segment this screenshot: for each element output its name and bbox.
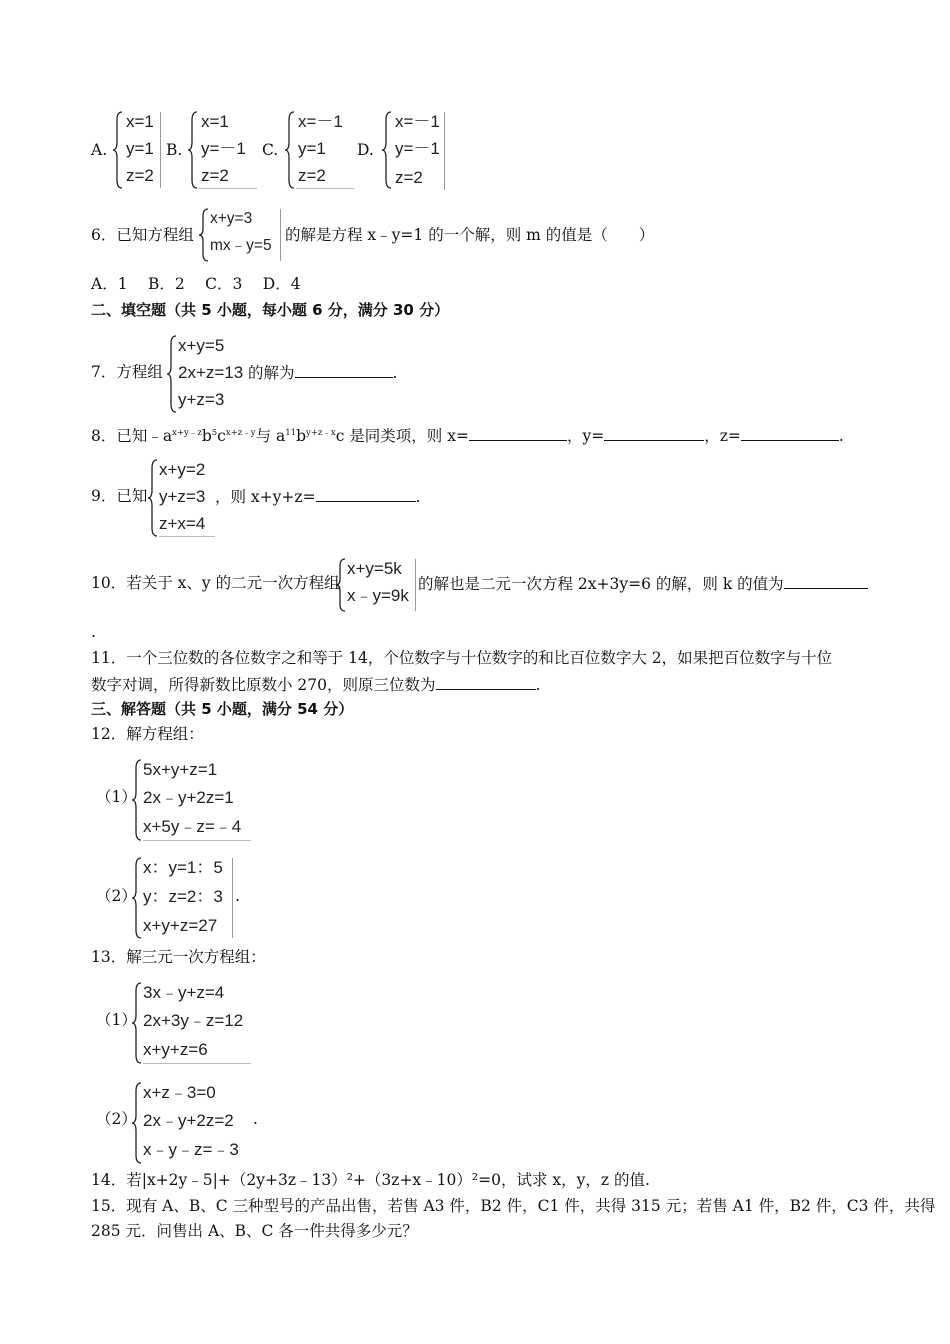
q5-option-a-label: A. — [91, 141, 108, 159]
system-row: x=－1 — [298, 112, 343, 131]
answer-blank[interactable] — [436, 674, 536, 690]
section-3-title: 三、解答题（共 5 小题，满分 54 分） — [91, 700, 354, 718]
q5-option-d-system — [381, 110, 451, 192]
q8-exp2: 5 — [211, 428, 218, 438]
system-row: 3x﹣y+z=4 — [143, 983, 225, 1002]
q9-end: . — [415, 488, 421, 506]
system-row: 5x+y+z=1 — [143, 760, 218, 779]
q8-exp3: x+z﹣y — [225, 428, 256, 438]
q7-system — [166, 334, 248, 414]
q6-tail: 的解是方程 x﹣y=1 的一个解，则 m 的值是（ ） — [285, 226, 655, 244]
left-brace-icon — [335, 557, 347, 613]
q7-tail — [248, 362, 397, 383]
system-row: z=2 — [126, 166, 154, 185]
system-row: y=1 — [126, 139, 154, 158]
left-brace-icon — [131, 1081, 143, 1165]
q8-b2: b — [296, 427, 306, 445]
q12-part2-system — [131, 856, 237, 940]
left-brace-icon — [166, 334, 178, 414]
system-row: x+y+z=27 — [143, 916, 218, 935]
q5-option-d-label: D. — [357, 141, 374, 159]
system-row: x+y=5k — [347, 559, 402, 578]
system-row: z+x=4 — [159, 514, 206, 533]
q5-option-c-label: C. — [262, 141, 279, 159]
q11-line-2 — [91, 674, 540, 695]
q8-end: . — [838, 427, 844, 445]
q12-part1-system — [131, 758, 253, 842]
q8-line — [91, 425, 844, 446]
system-row: y+z=3 — [178, 390, 225, 409]
q6-prefix: 6．已知方程组 — [91, 226, 194, 244]
q15-line-2: 285 元．问售出 A、B、C 各一件共得多少元？ — [91, 1222, 418, 1240]
system-row: x+y+z=6 — [143, 1040, 208, 1059]
q8-prefix: 8．已知﹣a — [91, 427, 173, 445]
system-row: mx﹣y=5 — [210, 237, 272, 254]
system-row: x=1 — [126, 112, 154, 131]
left-brace-icon — [112, 110, 124, 190]
system-row: 2x﹣y+2z=2 — [143, 1111, 234, 1130]
system-row: y=－1 — [395, 139, 440, 158]
system-row: x：y=1：5 — [143, 858, 223, 877]
system-row: x=1 — [201, 112, 229, 131]
q5-option-c-system — [284, 110, 356, 190]
system-row: x+y=5 — [178, 336, 225, 355]
q13-title: 13．解三元一次方程组： — [91, 948, 266, 966]
q9-tail-text: ，则 x+y+z= — [215, 488, 316, 506]
left-brace-icon — [284, 110, 296, 190]
answer-blank-y[interactable] — [604, 425, 704, 441]
q13-part2-label: （2） — [96, 1110, 137, 1128]
q10-end: . — [91, 623, 96, 641]
q13-part2-system — [131, 1081, 253, 1165]
q12-part1-label: （1） — [96, 788, 137, 806]
q8-z-label: ，z= — [704, 427, 741, 445]
q9-system — [147, 458, 217, 538]
left-brace-icon — [147, 458, 159, 538]
left-brace-icon — [381, 110, 393, 190]
q5-option-b-system — [187, 110, 259, 190]
system-row: x﹣y=9k — [347, 586, 409, 605]
q9-prefix: 9．已知 — [91, 487, 148, 505]
q8-mid: 与 a — [255, 427, 286, 445]
q6-options: A．1 B．2 C．3 D．4 — [91, 275, 301, 293]
left-brace-icon — [198, 207, 210, 263]
q5-option-a-system — [112, 110, 164, 190]
system-row: x﹣y﹣z=﹣3 — [143, 1140, 239, 1159]
q8-b: b — [201, 427, 212, 445]
q6-system — [198, 207, 283, 263]
q10-system — [335, 557, 417, 613]
q10-prefix: 10．若关于 x、y 的二元一次方程组 — [91, 574, 340, 592]
q10-tail-text: 的解也是二元一次方程 2x+3y=6 的解，则 k 的值为 — [418, 575, 784, 593]
answer-blank[interactable] — [316, 486, 416, 502]
q12-title: 12．解方程组： — [91, 725, 204, 743]
left-brace-icon — [131, 758, 143, 842]
answer-blank[interactable] — [295, 362, 393, 378]
q7-tail-text: 的解为 — [248, 364, 295, 382]
q14-text: 14．若|x+2y﹣5|+（2y+3z﹣13）²+（3z+x﹣10）²=0，试求 x，y，z 的值. — [91, 1171, 650, 1189]
q7-prefix: 7．方程组 — [91, 363, 163, 381]
q13-part1-label: （1） — [96, 1011, 137, 1029]
system-row: x+y=2 — [159, 460, 206, 479]
answer-blank-z[interactable] — [741, 425, 839, 441]
system-row: y+z=3 — [159, 487, 206, 506]
q5-option-b-label: B. — [166, 141, 183, 159]
system-row: x+z﹣3=0 — [143, 1083, 216, 1102]
system-row: 2x﹣y+2z=1 — [143, 788, 234, 807]
q12-part2-end: . — [235, 887, 240, 905]
q13-part2-end: . — [253, 1110, 258, 1128]
answer-blank[interactable] — [784, 573, 868, 589]
left-brace-icon — [187, 110, 199, 190]
q8-tail: c 是同类项，则 x= — [335, 427, 469, 445]
system-row: z=2 — [298, 166, 326, 185]
q8-exp4: 11 — [285, 428, 297, 438]
section-2-title: 二、填空题（共 5 小题，每小题 6 分，满分 30 分） — [91, 301, 450, 319]
system-row: 2x+z=13 — [178, 363, 244, 382]
q10-tail — [418, 573, 868, 594]
q11-line-2-text: 数字对调，所得新数比原数小 270，则原三位数为 — [91, 676, 436, 694]
q7-end: . — [392, 364, 398, 382]
q8-c: c — [217, 427, 226, 445]
q13-part1-system — [131, 981, 253, 1065]
q15-line-1: 15．现有 A、B、C 三种型号的产品出售，若售 A3 件，B2 件，C1 件，共得 315 元；若售 A1 件，B2 件，C3 件，共得 — [91, 1197, 936, 1215]
q8-y-label: ，y= — [566, 427, 605, 445]
system-row: y：z=2：3 — [143, 887, 223, 906]
system-row: x+5y﹣z=﹣4 — [143, 817, 242, 836]
q9-tail — [215, 486, 421, 507]
system-row: x=－1 — [395, 112, 440, 131]
system-row: x+y=3 — [210, 210, 253, 227]
left-brace-icon — [131, 856, 143, 940]
system-row: y=1 — [298, 139, 326, 158]
q12-part2-label: （2） — [96, 887, 137, 905]
answer-blank-x[interactable] — [469, 425, 567, 441]
q8-exp1: x+y﹣z — [172, 428, 202, 438]
system-row: z=2 — [395, 168, 423, 187]
system-row: y=－1 — [201, 139, 246, 158]
system-row: 2x+3y﹣z=12 — [143, 1011, 244, 1030]
q11-line-1: 11．一个三位数的各位数字之和等于 14，个位数字与十位数字的和比百位数字大 2，如果把百位数字与十位 — [91, 649, 833, 667]
q8-exp5: y+z﹣x — [306, 428, 336, 438]
system-row: z=2 — [201, 166, 229, 185]
q11-end: . — [535, 676, 541, 694]
